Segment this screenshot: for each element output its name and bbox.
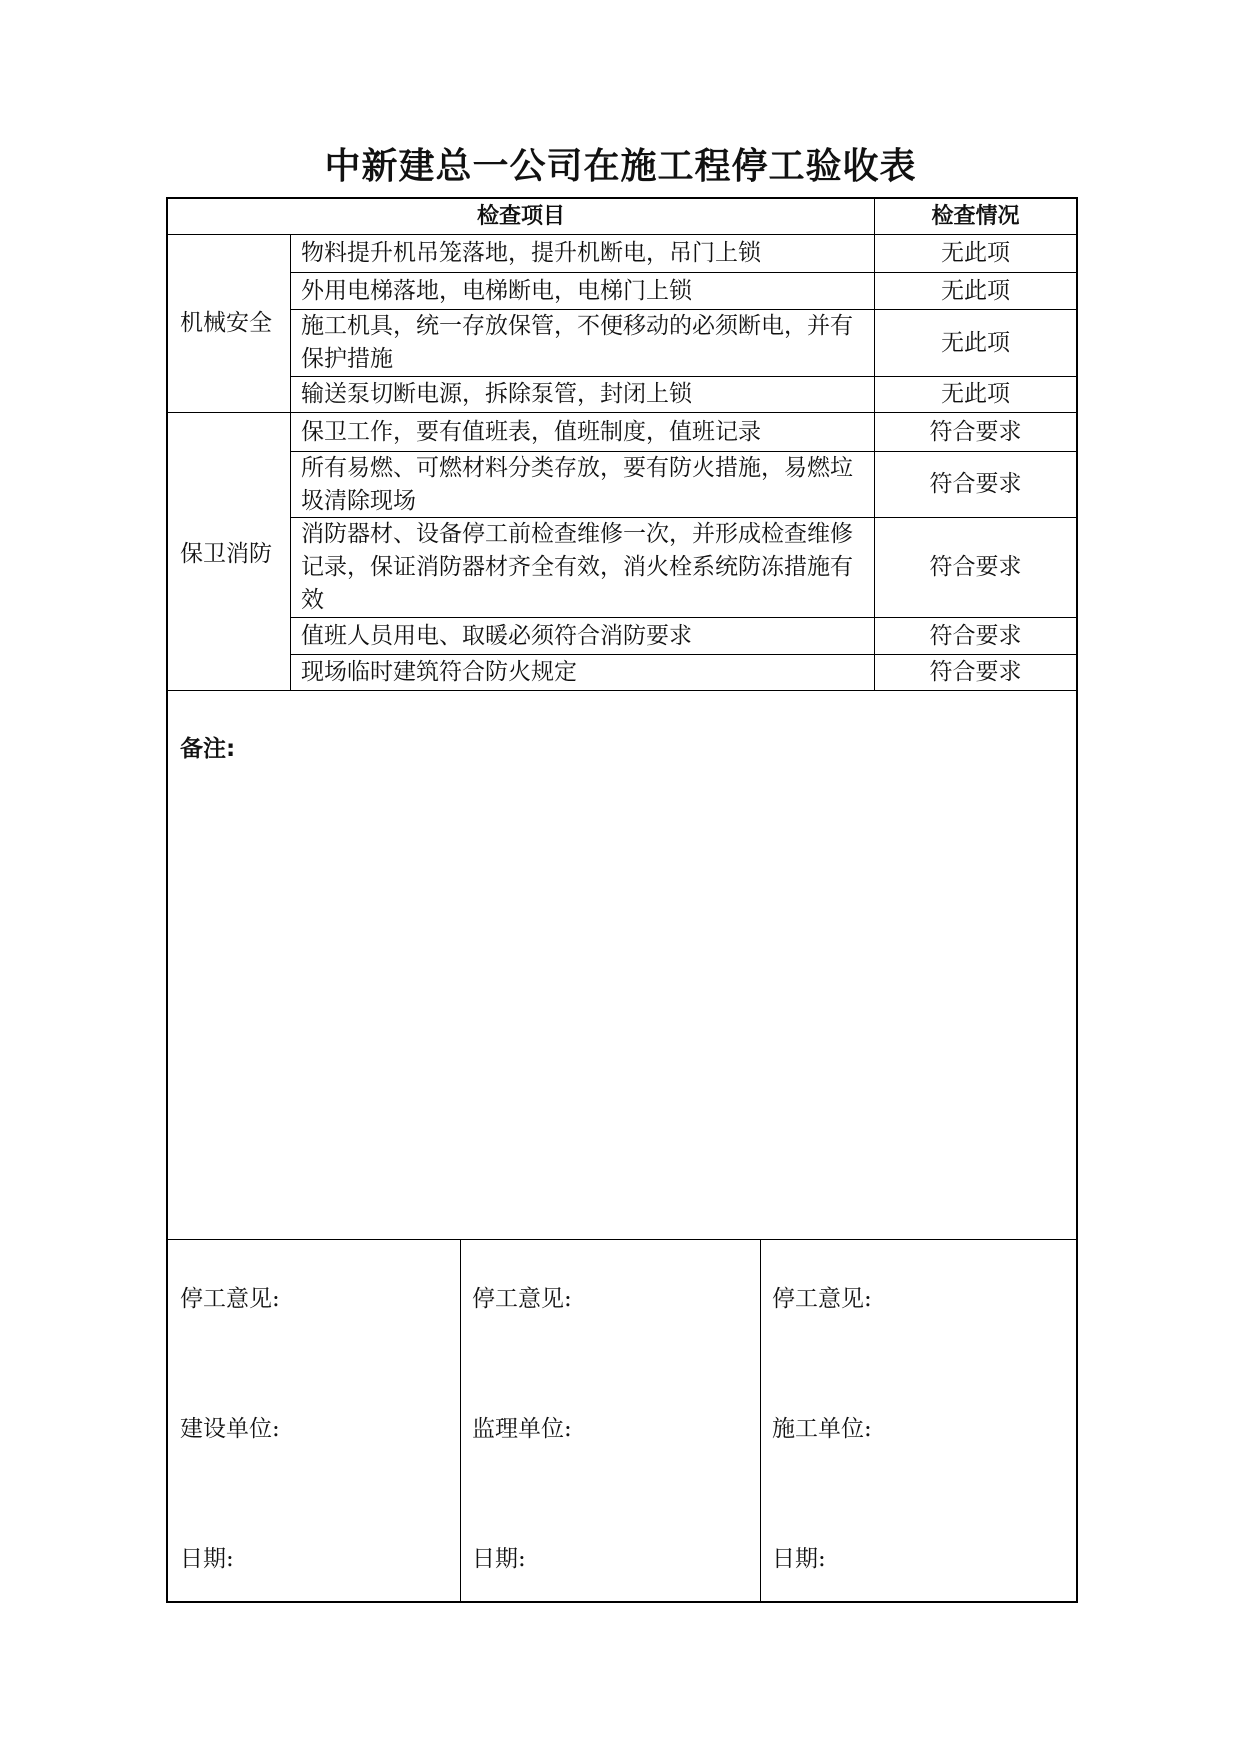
- category-security-fire: 保卫消防: [180, 541, 272, 567]
- table-row-status: 无此项: [941, 277, 1010, 304]
- signoff-unit: 监理单位:: [472, 1416, 572, 1442]
- table-row-status: 符合要求: [929, 554, 1022, 580]
- signoff-unit: 施工单位:: [772, 1416, 872, 1442]
- table-row-status: 无此项: [941, 329, 1010, 356]
- table-row-status: 符合要求: [929, 471, 1022, 497]
- signoff-date: 日期:: [772, 1546, 826, 1572]
- table-row-item: 消防器材、设备停工前检查维修一次，并形成检查维修记录，保证消防器材齐全有效，消火栓系统防冻措施有效: [301, 521, 853, 613]
- table-row-item: 输送泵切断电源，拆除泵管，封闭上锁: [301, 381, 692, 407]
- table-row-item: 所有易燃、可燃材料分类存放，要有防火措施，易燃垃圾清除现场: [301, 454, 853, 514]
- table-row-status: 无此项: [941, 240, 1010, 266]
- header-item: 检查项目: [476, 204, 565, 229]
- remarks-label: 备注:: [180, 736, 236, 762]
- table-row-item: 保卫工作，要有值班表，值班制度，值班记录: [301, 418, 761, 445]
- grid-line: [166, 1239, 1078, 1240]
- table-row-item: 施工机具，统一存放保管，不便移动的必须断电，并有保护措施: [301, 313, 853, 372]
- table-row-item: 值班人员用电、取暖必须符合消防要求: [301, 622, 692, 649]
- signoff-date: 日期:: [472, 1546, 526, 1572]
- header-status: 检查情况: [931, 204, 1020, 229]
- table-row-status: 无此项: [941, 381, 1010, 407]
- signoff-opinion: 停工意见:: [472, 1286, 572, 1312]
- table-row-item: 现场临时建筑符合防火规定: [301, 659, 577, 685]
- grid-line: [460, 1240, 461, 1603]
- table-row-item: 外用电梯落地，电梯断电，电梯门上锁: [301, 277, 692, 304]
- grid-line: [166, 690, 1078, 691]
- signoff-opinion: 停工意见:: [180, 1286, 280, 1312]
- signoff-opinion: 停工意见:: [772, 1286, 872, 1312]
- category-mechanical-safety: 机械安全: [180, 310, 272, 336]
- signoff-date: 日期:: [180, 1546, 234, 1572]
- grid-line: [760, 1240, 761, 1603]
- signoff-unit: 建设单位:: [180, 1416, 280, 1442]
- page-title: 中新建总一公司在施工程停工验收表: [324, 146, 917, 187]
- table-row-status: 符合要求: [929, 418, 1022, 445]
- table-row-status: 符合要求: [929, 659, 1022, 685]
- table-row-status: 符合要求: [929, 622, 1022, 649]
- table-row-item: 物料提升机吊笼落地，提升机断电，吊门上锁: [301, 240, 761, 266]
